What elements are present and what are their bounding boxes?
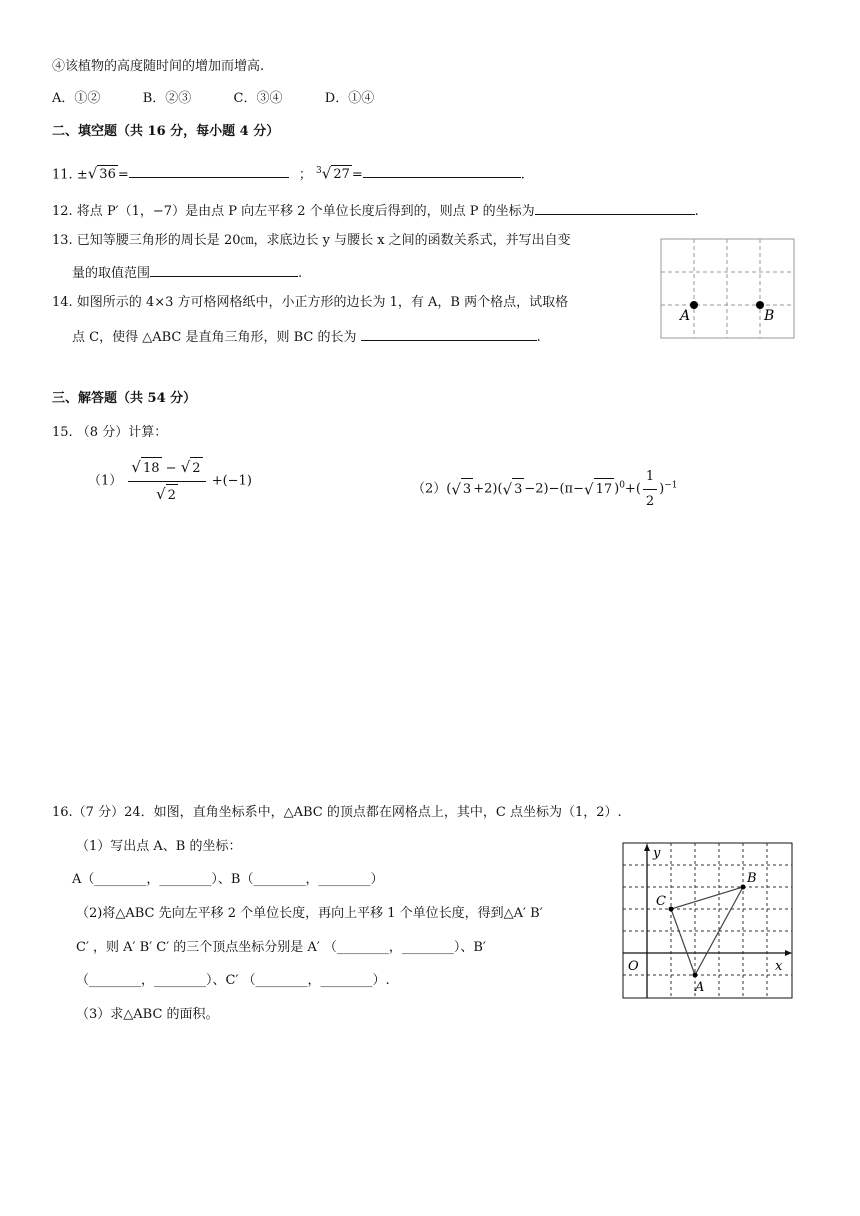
label-origin: O	[628, 959, 639, 974]
answer-blank-14[interactable]	[361, 326, 537, 341]
question-14-line-1: 14. 如图所示的 4×3 方可格网格纸中，小正方形的边长为 1，有 A，B 两个格点，试取格	[52, 295, 569, 310]
point-b	[756, 301, 764, 309]
point-b	[741, 885, 746, 890]
question-16-part-1-answer[interactable]: A（________，________）、B（________，________）	[72, 872, 384, 887]
question-16-part-2-line-3[interactable]: （________，________）、C′ （________，________）.	[76, 973, 390, 988]
label-a: A	[695, 980, 705, 995]
section-2-title: 二、填空题（共 16 分，每小题 4 分）	[52, 124, 280, 139]
coordinate-grid-16	[622, 842, 794, 1000]
question-15-part-1: （1） $\frac{√ 18 - √ 2}{√ 2}$ +(−1)	[88, 456, 252, 507]
question-16-part-1: （1）写出点 A、B 的坐标：	[76, 839, 242, 854]
grid-figure-14	[660, 238, 796, 340]
label-x: x	[775, 959, 783, 974]
option-d[interactable]: D．①④	[324, 91, 375, 106]
question-14-line-2: 点 C，使得 △ABC 是直角三角形，则 BC 的长为 .	[72, 326, 541, 347]
option-a[interactable]: A．①②	[52, 91, 101, 106]
section-3-title: 三、解答题（共 54 分）	[52, 391, 197, 406]
answer-blank-12[interactable]	[535, 200, 695, 215]
question-16-part-2-line-2[interactable]: C′ ，则 A′ B′ C′ 的三个顶点坐标分别是 A′ （________，________）、B′	[76, 940, 486, 955]
question-16-part-2-line-1: （2)将△ABC 先向左平移 2 个单位长度，再向上平移 1 个单位长度，得到△A′ B′	[76, 906, 543, 921]
label-a: A	[680, 308, 691, 324]
question-11: 11. ±√ 36 = ； $^3$√ 27 = .	[52, 164, 525, 183]
option-c[interactable]: C．③④	[233, 91, 283, 106]
question-13-line-1: 13. 已知等腰三角形的周长是 20㎝，求底边长 y 与腰长 x 之间的函数关系式，并写出自变	[52, 233, 571, 248]
label-c: C	[656, 894, 666, 909]
question-16-title: 16.（7 分）24．如图，直角坐标系中，△ABC 的顶点都在网格点上，其中，C 点坐标为（1，2）.	[52, 805, 622, 820]
question-15-part-2: （2）(√ 3 +2)(√ 3 −2)−(π−√ 17 )$^0$+( $\frac{1}{2}$ )$^{-1}$	[412, 466, 678, 513]
answer-blank-11a[interactable]	[129, 163, 289, 178]
answer-blank-11b[interactable]	[363, 163, 521, 178]
answer-blank-13[interactable]	[150, 262, 298, 277]
option-b[interactable]: B．②③	[142, 91, 192, 106]
label-b: B	[747, 871, 757, 886]
question-15-title: 15. （8 分）计算：	[52, 425, 168, 440]
q10-options	[52, 90, 374, 108]
label-b: B	[764, 308, 775, 324]
point-a	[693, 973, 698, 978]
point-c	[669, 907, 674, 912]
question-12: 12. 将点 P′（1，−7）是由点 P 向左平移 2 个单位长度后得到的，则点 P 的坐标为 .	[52, 200, 699, 221]
question-16-part-3: （3）求△ABC 的面积。	[76, 1007, 219, 1022]
q10-item-4: ④该植物的高度随时间的增加而增高.	[52, 59, 265, 74]
label-y: y	[653, 846, 661, 861]
point-a	[690, 301, 698, 309]
question-13-line-2: 量的取值范围 .	[72, 262, 302, 283]
